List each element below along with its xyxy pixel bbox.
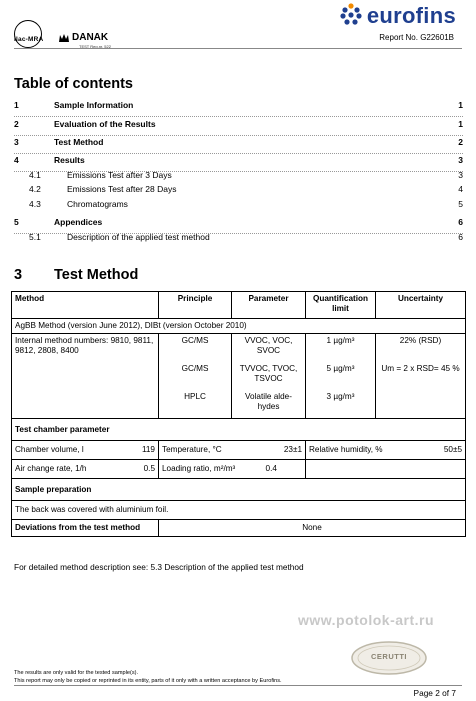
air-change-value: 0.5	[143, 464, 155, 473]
table-row-deviations	[12, 520, 466, 537]
toc-num: 4.3	[29, 199, 41, 209]
toc-row[interactable]	[14, 100, 463, 117]
toc-page: 6	[458, 232, 463, 242]
toc-num: 4	[14, 155, 19, 165]
chamber-volume-cell	[12, 441, 159, 460]
toc-title: Test Method	[54, 137, 104, 147]
header-parameter: Parameter	[232, 292, 306, 319]
report-number: Report No. G22601B	[379, 33, 454, 42]
section-number: 3	[14, 267, 23, 283]
ilac-logo-icon	[14, 20, 42, 48]
toc-row[interactable]	[14, 184, 463, 200]
eurofins-logo: eurofins	[366, 3, 456, 28]
loading-label: Loading ratio, m²/m³	[162, 464, 236, 473]
accreditation-logos	[14, 6, 164, 52]
toc-page: 3	[458, 155, 463, 165]
toc-title: Emissions Test after 3 Days	[67, 170, 172, 180]
prep-text: The back was covered with aluminium foil.	[12, 501, 466, 520]
temperature-label: Temperature, °C	[162, 445, 222, 454]
toc-title: Appendices	[54, 217, 103, 227]
loading-value: 0.4	[265, 464, 277, 473]
table-row-prep	[12, 501, 466, 520]
toc-page: 3	[458, 170, 463, 180]
page-number: Page 2 of 7	[413, 688, 456, 698]
toc-num: 4.2	[29, 184, 41, 194]
agbb-method: AgBB Method (version June 2012), DIBt (version October 2010)	[12, 319, 466, 334]
disclaimer-line-1: The results are only valid for the tested sample(s).	[14, 670, 139, 676]
toc-num: 1	[14, 100, 19, 110]
header-uncertainty: Uncertainty	[376, 292, 466, 319]
ilac-label: ilac-MRA	[14, 36, 44, 43]
toc-num: 2	[14, 119, 19, 129]
table-row-agbb	[12, 319, 466, 334]
toc-title: Evaluation of the Results	[54, 119, 156, 129]
internal-method-numbers: Internal method numbers: 9810, 9811, 9812, 2808, 8400	[12, 334, 159, 419]
header-method: Method	[12, 292, 159, 319]
table-row-air	[12, 460, 466, 479]
toc-title: Table of contents	[14, 76, 133, 92]
toc-num: 5	[14, 217, 19, 227]
table-row	[12, 334, 466, 363]
uncertainty-cell: 22% (RSD)	[376, 334, 466, 363]
temperature-cell	[159, 441, 306, 460]
toc-num: 5.1	[29, 232, 41, 242]
toc-title: Chromatograms	[67, 199, 128, 209]
chamber-heading: Test chamber parameter	[12, 419, 466, 441]
eurofins-dots-icon	[338, 2, 364, 28]
toc-page: 1	[458, 100, 463, 110]
cerutti-stamp-text: CERUTTI	[371, 652, 407, 661]
footer-divider	[14, 685, 462, 686]
table-header-row	[12, 292, 466, 319]
toc-row[interactable]	[14, 119, 463, 136]
header-divider	[14, 48, 462, 49]
toc-page: 2	[458, 137, 463, 147]
principle-cell: GC/MS	[159, 362, 232, 390]
humidity-cell	[306, 441, 466, 460]
toc-title: Emissions Test after 28 Days	[67, 184, 177, 194]
humidity-label: Relative humidity, %	[309, 445, 383, 454]
toc-page: 1	[458, 119, 463, 129]
uncertainty-cell	[376, 390, 466, 419]
crown-icon	[58, 32, 70, 44]
principle-cell: GC/MS	[159, 334, 232, 363]
method-footnote: For detailed method description see: 5.3 Description of the applied test method	[14, 562, 304, 572]
toc-page: 5	[458, 199, 463, 209]
parameter-cell: VVOC, VOC, SVOC	[232, 334, 306, 363]
disclaimer-line-2: This report may only be copied or reprinted in its entity, parts of it only with a written acceptance by Eurofins.	[14, 678, 282, 684]
table-row-chamber	[12, 441, 466, 460]
limit-cell: 3 µg/m³	[306, 390, 376, 419]
principle-cell: HPLC	[159, 390, 232, 419]
table-row-prep-heading	[12, 479, 466, 501]
toc-title: Results	[54, 155, 85, 165]
danak-sub: TEST Reg.nr. 522	[79, 44, 111, 49]
toc-row[interactable]	[14, 199, 463, 215]
uncertainty-cell: Um = 2 x RSD= 45 %	[376, 362, 466, 390]
toc-row[interactable]	[14, 137, 463, 154]
chamber-volume-value: 119	[141, 445, 155, 454]
air-change-label: Air change rate, 1/h	[15, 464, 87, 473]
toc-title: Description of the applied test method	[67, 232, 210, 242]
parameter-cell: Volatile alde-hydes	[232, 390, 306, 419]
humidity-value: 50±5	[443, 445, 462, 454]
toc-title: Sample Information	[54, 100, 134, 110]
toc-num: 4.1	[29, 170, 41, 180]
toc-row[interactable]	[14, 232, 463, 248]
temperature-value: 23±1	[283, 445, 302, 454]
watermark-text: www.potolok-art.ru	[298, 612, 435, 628]
chamber-volume-label: Chamber volume, l	[15, 445, 84, 454]
air-change-cell	[12, 460, 159, 479]
limit-cell: 5 µg/m³	[306, 362, 376, 390]
parameter-cell: TVVOC, TVOC, TSVOC	[232, 362, 306, 390]
toc-page: 6	[458, 217, 463, 227]
test-method-table	[11, 291, 466, 537]
section-title: Test Method	[54, 267, 139, 283]
toc-page: 4	[458, 184, 463, 194]
danak-label: DANAK	[72, 32, 109, 43]
limit-cell: 1 µg/m³	[306, 334, 376, 363]
deviations-value: None	[159, 520, 466, 537]
prep-heading: Sample preparation	[12, 479, 466, 501]
header-principle: Principle	[159, 292, 232, 319]
toc-num: 3	[14, 137, 19, 147]
header-quantification-limit: Quantification limit	[306, 292, 376, 319]
table-row-chamber-heading	[12, 419, 466, 441]
loading-cell	[159, 460, 306, 479]
deviations-label: Deviations from the test method	[12, 520, 159, 537]
empty-cell	[306, 460, 466, 479]
